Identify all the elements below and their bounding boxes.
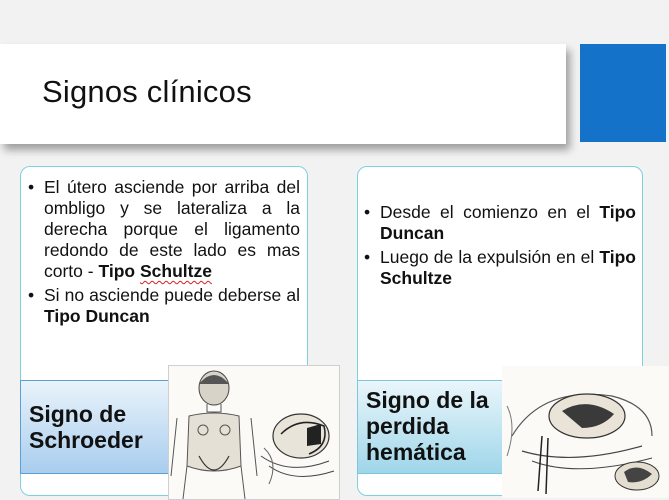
bullet-text: Luego de la expulsión en el <box>380 247 600 267</box>
left-bullet-list <box>26 177 300 327</box>
list-item <box>362 202 636 244</box>
bullet-text: El útero asciende por arriba del ombligo y se lateraliza a la derecha porque el ligamento redondo de este lado es mas corto - <box>44 177 300 281</box>
hematic-loss-illustration <box>502 366 669 498</box>
bullet-bold-term: Tipo Duncan <box>380 202 636 243</box>
bullet-bold-term: Tipo <box>98 261 136 281</box>
slide-top-strip <box>0 0 669 44</box>
list-item <box>26 285 300 327</box>
bullet-icon: • <box>28 177 35 197</box>
bullet-bold-term: Tipo Duncan <box>44 306 150 326</box>
right-bullet-list <box>362 202 636 289</box>
hematic-loss-label-box <box>357 380 503 474</box>
obstetric-figure-illustration <box>169 366 339 499</box>
schroeder-label: Signo de Schroeder <box>29 401 143 453</box>
schroeder-label-box <box>20 380 172 474</box>
placenta-expulsion-illustration <box>502 366 669 498</box>
bullet-bold-term: Schultze <box>139 261 212 281</box>
accent-square <box>580 44 666 142</box>
bullet-text: Desde el comienzo en el <box>380 202 600 222</box>
schroeder-illustration <box>168 365 340 500</box>
bullet-bold-term: Tipo Schultze <box>380 247 636 288</box>
slide-title: Signos clínicos <box>42 74 252 109</box>
list-item <box>362 247 636 289</box>
list-item <box>26 177 300 282</box>
hematic-loss-label: Signo de la perdida hemática <box>366 387 489 465</box>
bullet-icon: • <box>364 247 371 267</box>
bullet-icon: • <box>364 202 371 222</box>
bullet-text: Si no asciende puede deberse al <box>44 285 300 305</box>
bullet-icon: • <box>28 285 35 305</box>
